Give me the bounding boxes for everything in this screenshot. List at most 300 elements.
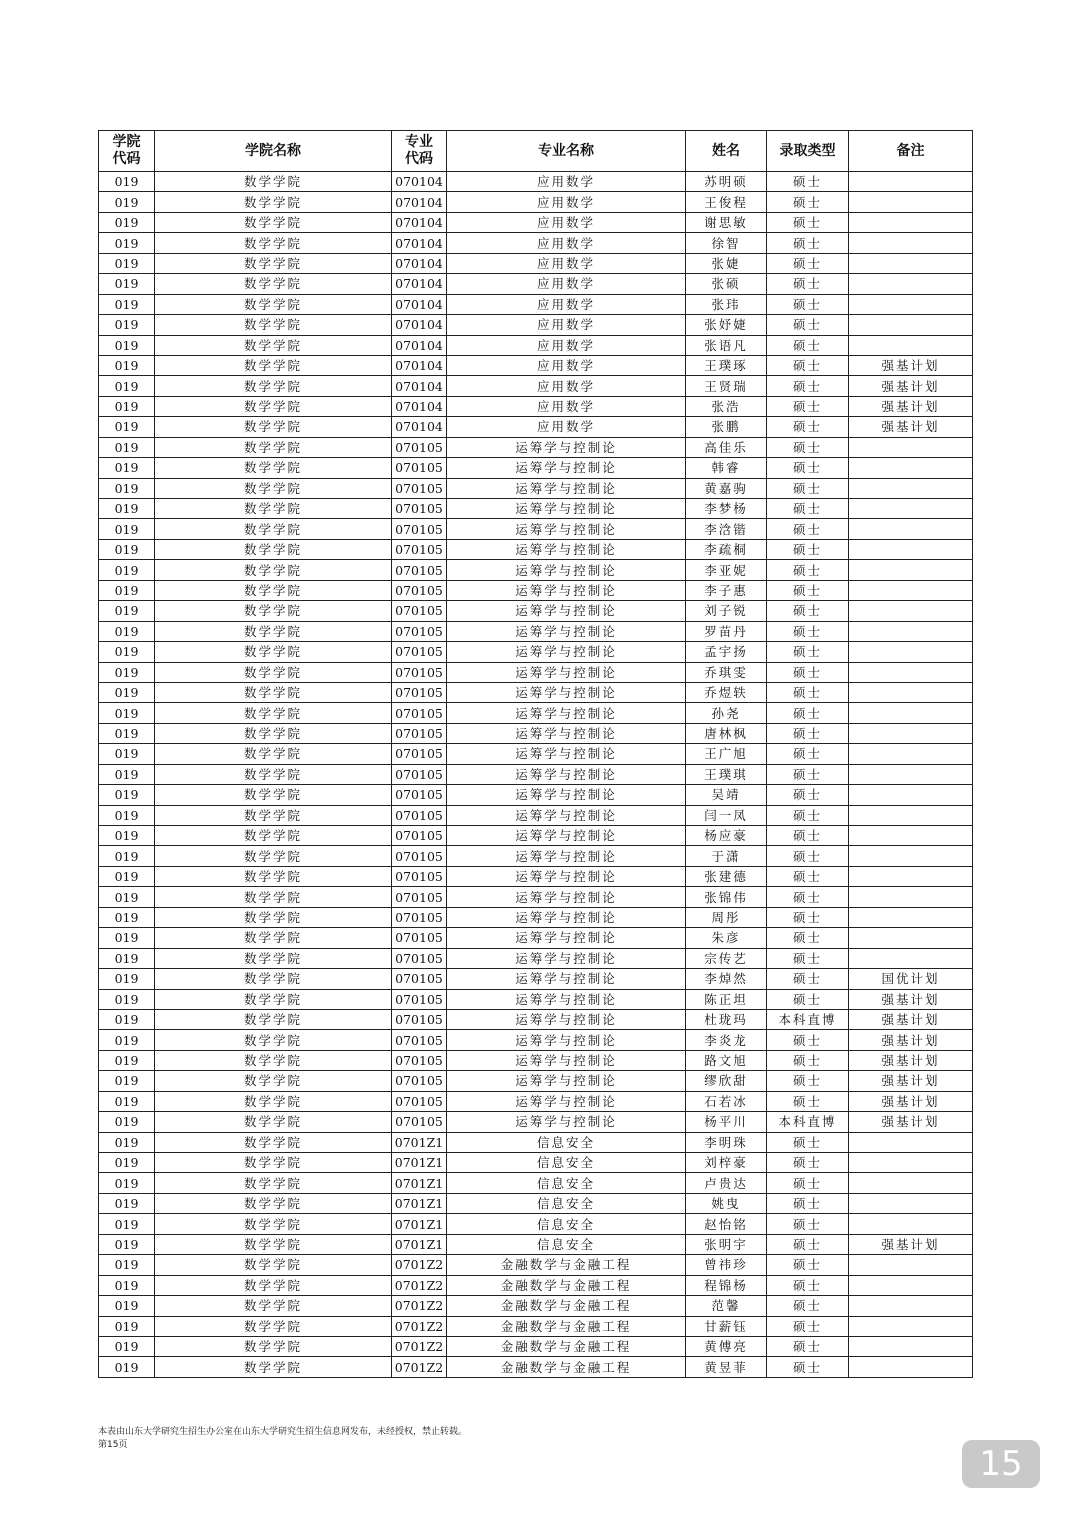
cell-student-name: 杨应豪 — [686, 826, 767, 846]
cell-college-code: 019 — [99, 866, 155, 886]
cell-admission-type: 硕士 — [767, 703, 849, 723]
cell-student-name: 陈正坦 — [686, 989, 767, 1009]
cell-remark — [849, 642, 973, 662]
cell-admission-type: 硕士 — [767, 212, 849, 232]
cell-student-name: 缪欣甜 — [686, 1071, 767, 1091]
cell-student-name: 杜珑玛 — [686, 1009, 767, 1029]
cell-admission-type: 硕士 — [767, 396, 849, 416]
cell-remark — [849, 458, 973, 478]
cell-major-code: 070104 — [392, 396, 447, 416]
table-row — [99, 172, 973, 192]
cell-college-name: 数学学院 — [155, 355, 392, 375]
table-row — [99, 764, 973, 784]
cell-major-name: 运筹学与控制论 — [447, 866, 686, 886]
cell-major-name: 金融数学与金融工程 — [447, 1275, 686, 1295]
cell-admission-type: 硕士 — [767, 764, 849, 784]
cell-major-name: 信息安全 — [447, 1173, 686, 1193]
cell-admission-type: 硕士 — [767, 1050, 849, 1070]
cell-student-name: 张建德 — [686, 866, 767, 886]
cell-college-code: 019 — [99, 437, 155, 457]
cell-remark — [849, 948, 973, 968]
table-row — [99, 1214, 973, 1234]
cell-remark — [849, 1275, 973, 1295]
table-row — [99, 969, 973, 989]
cell-student-name: 宗传艺 — [686, 948, 767, 968]
table-row — [99, 458, 973, 478]
table-row — [99, 499, 973, 519]
table-row — [99, 1234, 973, 1254]
cell-admission-type: 硕士 — [767, 1316, 849, 1336]
cell-major-name: 运筹学与控制论 — [447, 1030, 686, 1050]
table-row — [99, 315, 973, 335]
cell-major-code: 070104 — [392, 315, 447, 335]
cell-student-name: 闫一凤 — [686, 805, 767, 825]
cell-remark — [849, 764, 973, 784]
cell-college-name: 数学学院 — [155, 519, 392, 539]
cell-college-code: 019 — [99, 785, 155, 805]
cell-remark — [849, 499, 973, 519]
cell-college-code: 019 — [99, 253, 155, 273]
cell-major-code: 070105 — [392, 1112, 447, 1132]
table-row — [99, 723, 973, 743]
cell-major-name: 应用数学 — [447, 274, 686, 294]
cell-major-code: 070104 — [392, 335, 447, 355]
cell-major-code: 070105 — [392, 928, 447, 948]
footer-notice: 本表由山东大学研究生招生办公室在山东大学研究生招生信息网发布，未经授权，禁止转载。 — [98, 1427, 468, 1437]
cell-college-name: 数学学院 — [155, 744, 392, 764]
cell-college-name: 数学学院 — [155, 560, 392, 580]
cell-college-name: 数学学院 — [155, 315, 392, 335]
table-row — [99, 1050, 973, 1070]
cell-college-name: 数学学院 — [155, 907, 392, 927]
cell-college-code: 019 — [99, 172, 155, 192]
cell-college-code: 019 — [99, 1091, 155, 1111]
table-row — [99, 1336, 973, 1356]
cell-major-name: 运筹学与控制论 — [447, 601, 686, 621]
cell-college-name: 数学学院 — [155, 1357, 392, 1377]
cell-student-name: 卢贵达 — [686, 1173, 767, 1193]
table-row — [99, 274, 973, 294]
cell-college-code: 019 — [99, 1296, 155, 1316]
cell-major-code: 070105 — [392, 499, 447, 519]
cell-college-code: 019 — [99, 376, 155, 396]
cell-admission-type: 硕士 — [767, 1214, 849, 1234]
cell-admission-type: 硕士 — [767, 539, 849, 559]
header-college-name: 学院名称 — [155, 131, 392, 172]
cell-admission-type: 硕士 — [767, 642, 849, 662]
cell-college-code: 019 — [99, 192, 155, 212]
cell-admission-type: 硕士 — [767, 846, 849, 866]
cell-student-name: 张婕 — [686, 253, 767, 273]
page-number-badge: 15 — [962, 1440, 1040, 1488]
cell-major-code: 0701Z2 — [392, 1255, 447, 1275]
cell-major-code: 070105 — [392, 703, 447, 723]
cell-remark — [849, 335, 973, 355]
cell-admission-type: 硕士 — [767, 1296, 849, 1316]
cell-college-code: 019 — [99, 621, 155, 641]
table-row — [99, 866, 973, 886]
cell-remark — [849, 294, 973, 314]
cell-admission-type: 硕士 — [767, 785, 849, 805]
cell-college-code: 019 — [99, 1193, 155, 1213]
cell-admission-type: 硕士 — [767, 458, 849, 478]
cell-student-name: 孙尧 — [686, 703, 767, 723]
cell-student-name: 路文旭 — [686, 1050, 767, 1070]
cell-major-code: 070105 — [392, 519, 447, 539]
cell-remark — [849, 1357, 973, 1377]
cell-major-code: 070105 — [392, 866, 447, 886]
cell-major-name: 运筹学与控制论 — [447, 948, 686, 968]
cell-admission-type: 硕士 — [767, 621, 849, 641]
cell-remark — [849, 274, 973, 294]
cell-admission-type: 硕士 — [767, 294, 849, 314]
cell-remark — [849, 580, 973, 600]
table-row — [99, 846, 973, 866]
table-row — [99, 560, 973, 580]
cell-remark: 强基计划 — [849, 1009, 973, 1029]
table-row — [99, 1132, 973, 1152]
cell-major-name: 运筹学与控制论 — [447, 1009, 686, 1029]
cell-college-name: 数学学院 — [155, 703, 392, 723]
cell-college-name: 数学学院 — [155, 969, 392, 989]
cell-student-name: 甘薪钰 — [686, 1316, 767, 1336]
cell-remark — [849, 315, 973, 335]
cell-admission-type: 硕士 — [767, 826, 849, 846]
table-row — [99, 212, 973, 232]
cell-student-name: 张浩 — [686, 396, 767, 416]
cell-college-name: 数学学院 — [155, 417, 392, 437]
cell-major-name: 运筹学与控制论 — [447, 723, 686, 743]
cell-remark — [849, 621, 973, 641]
cell-student-name: 李疏桐 — [686, 539, 767, 559]
table-row — [99, 1296, 973, 1316]
cell-remark: 强基计划 — [849, 1091, 973, 1111]
cell-major-name: 信息安全 — [447, 1132, 686, 1152]
table-row — [99, 417, 973, 437]
cell-remark — [849, 212, 973, 232]
table-row — [99, 928, 973, 948]
cell-major-code: 0701Z1 — [392, 1132, 447, 1152]
cell-major-name: 运筹学与控制论 — [447, 785, 686, 805]
cell-college-name: 数学学院 — [155, 1255, 392, 1275]
cell-admission-type: 硕士 — [767, 478, 849, 498]
cell-major-name: 运筹学与控制论 — [447, 805, 686, 825]
cell-major-name: 运筹学与控制论 — [447, 539, 686, 559]
cell-college-name: 数学学院 — [155, 928, 392, 948]
cell-admission-type: 硕士 — [767, 1234, 849, 1254]
cell-major-name: 运筹学与控制论 — [447, 989, 686, 1009]
cell-student-name: 张玮 — [686, 294, 767, 314]
cell-major-code: 070105 — [392, 764, 447, 784]
cell-major-name: 金融数学与金融工程 — [447, 1357, 686, 1377]
cell-major-code: 070104 — [392, 172, 447, 192]
table-row — [99, 1009, 973, 1029]
cell-major-name: 金融数学与金融工程 — [447, 1336, 686, 1356]
cell-admission-type: 硕士 — [767, 1153, 849, 1173]
cell-remark — [849, 560, 973, 580]
cell-major-code: 070105 — [392, 621, 447, 641]
cell-major-name: 运筹学与控制论 — [447, 1091, 686, 1111]
cell-college-name: 数学学院 — [155, 1214, 392, 1234]
cell-major-code: 070105 — [392, 887, 447, 907]
cell-college-code: 019 — [99, 355, 155, 375]
cell-major-code: 070105 — [392, 1091, 447, 1111]
cell-college-name: 数学学院 — [155, 1050, 392, 1070]
cell-college-name: 数学学院 — [155, 785, 392, 805]
cell-college-name: 数学学院 — [155, 887, 392, 907]
cell-college-name: 数学学院 — [155, 601, 392, 621]
cell-major-code: 070105 — [392, 601, 447, 621]
cell-college-name: 数学学院 — [155, 233, 392, 253]
table-row — [99, 1173, 973, 1193]
cell-college-name: 数学学院 — [155, 1030, 392, 1050]
cell-college-code: 019 — [99, 1132, 155, 1152]
cell-college-name: 数学学院 — [155, 826, 392, 846]
cell-student-name: 王广旭 — [686, 744, 767, 764]
cell-college-code: 019 — [99, 1050, 155, 1070]
cell-college-code: 019 — [99, 1316, 155, 1336]
cell-admission-type: 硕士 — [767, 1132, 849, 1152]
cell-major-code: 070104 — [392, 376, 447, 396]
footer-page-text: 第15页 — [98, 1440, 128, 1450]
table-row — [99, 253, 973, 273]
cell-admission-type: 硕士 — [767, 969, 849, 989]
cell-college-code: 019 — [99, 315, 155, 335]
cell-major-name: 信息安全 — [447, 1234, 686, 1254]
cell-college-code: 019 — [99, 682, 155, 702]
cell-major-name: 应用数学 — [447, 172, 686, 192]
cell-major-name: 应用数学 — [447, 294, 686, 314]
cell-remark — [849, 172, 973, 192]
cell-admission-type: 硕士 — [767, 233, 849, 253]
cell-admission-type: 硕士 — [767, 274, 849, 294]
cell-major-name: 应用数学 — [447, 355, 686, 375]
cell-college-name: 数学学院 — [155, 1091, 392, 1111]
cell-remark: 强基计划 — [849, 376, 973, 396]
cell-major-code: 070105 — [392, 539, 447, 559]
cell-major-name: 运筹学与控制论 — [447, 458, 686, 478]
cell-college-name: 数学学院 — [155, 172, 392, 192]
cell-student-name: 杨平川 — [686, 1112, 767, 1132]
table-row — [99, 703, 973, 723]
cell-major-code: 070105 — [392, 437, 447, 457]
cell-student-name: 周彤 — [686, 907, 767, 927]
cell-remark — [849, 846, 973, 866]
cell-admission-type: 硕士 — [767, 580, 849, 600]
table-row — [99, 826, 973, 846]
cell-college-code: 019 — [99, 662, 155, 682]
cell-major-code: 0701Z1 — [392, 1153, 447, 1173]
cell-major-code: 0701Z2 — [392, 1336, 447, 1356]
cell-college-name: 数学学院 — [155, 335, 392, 355]
cell-remark — [849, 478, 973, 498]
cell-admission-type: 硕士 — [767, 601, 849, 621]
cell-college-name: 数学学院 — [155, 192, 392, 212]
cell-remark — [849, 519, 973, 539]
table-row — [99, 1255, 973, 1275]
table-row — [99, 1030, 973, 1050]
cell-student-name: 乔煜轶 — [686, 682, 767, 702]
cell-student-name: 李明珠 — [686, 1132, 767, 1152]
cell-major-code: 0701Z1 — [392, 1193, 447, 1213]
cell-college-code: 019 — [99, 478, 155, 498]
cell-college-name: 数学学院 — [155, 437, 392, 457]
table-row — [99, 233, 973, 253]
cell-admission-type: 硕士 — [767, 662, 849, 682]
table-row — [99, 539, 973, 559]
cell-student-name: 朱彦 — [686, 928, 767, 948]
cell-student-name: 刘子锐 — [686, 601, 767, 621]
cell-college-code: 019 — [99, 805, 155, 825]
cell-student-name: 徐智 — [686, 233, 767, 253]
cell-college-name: 数学学院 — [155, 1275, 392, 1295]
cell-college-code: 019 — [99, 826, 155, 846]
cell-major-code: 0701Z2 — [392, 1296, 447, 1316]
cell-major-code: 070105 — [392, 907, 447, 927]
cell-student-name: 吴靖 — [686, 785, 767, 805]
table-row — [99, 335, 973, 355]
cell-major-name: 运筹学与控制论 — [447, 642, 686, 662]
cell-major-code: 070105 — [392, 1071, 447, 1091]
cell-student-name: 苏明硕 — [686, 172, 767, 192]
table-row — [99, 642, 973, 662]
cell-admission-type: 硕士 — [767, 723, 849, 743]
cell-college-code: 019 — [99, 233, 155, 253]
cell-admission-type: 硕士 — [767, 1030, 849, 1050]
cell-college-name: 数学学院 — [155, 989, 392, 1009]
table-row — [99, 601, 973, 621]
table-row — [99, 1071, 973, 1091]
cell-student-name: 孟宇扬 — [686, 642, 767, 662]
cell-college-name: 数学学院 — [155, 1193, 392, 1213]
cell-remark — [849, 907, 973, 927]
cell-major-code: 070105 — [392, 560, 447, 580]
cell-student-name: 张明宇 — [686, 1234, 767, 1254]
cell-major-name: 信息安全 — [447, 1214, 686, 1234]
cell-college-code: 019 — [99, 1234, 155, 1254]
cell-student-name: 赵怡铭 — [686, 1214, 767, 1234]
cell-college-name: 数学学院 — [155, 396, 392, 416]
cell-major-name: 运筹学与控制论 — [447, 1112, 686, 1132]
cell-admission-type: 硕士 — [767, 376, 849, 396]
cell-student-name: 唐林枫 — [686, 723, 767, 743]
cell-college-code: 019 — [99, 887, 155, 907]
cell-remark: 强基计划 — [849, 1112, 973, 1132]
cell-college-code: 019 — [99, 396, 155, 416]
cell-student-name: 李亚妮 — [686, 560, 767, 580]
cell-college-name: 数学学院 — [155, 580, 392, 600]
table-row — [99, 437, 973, 457]
cell-remark: 强基计划 — [849, 1234, 973, 1254]
cell-major-code: 070105 — [392, 1030, 447, 1050]
cell-remark — [849, 1336, 973, 1356]
cell-remark — [849, 662, 973, 682]
table-row — [99, 1316, 973, 1336]
cell-major-name: 运筹学与控制论 — [447, 621, 686, 641]
table-row — [99, 376, 973, 396]
cell-remark — [849, 723, 973, 743]
cell-college-code: 019 — [99, 989, 155, 1009]
cell-remark — [849, 703, 973, 723]
cell-remark — [849, 1132, 973, 1152]
cell-student-name: 王璞琢 — [686, 355, 767, 375]
cell-major-name: 金融数学与金融工程 — [447, 1255, 686, 1275]
cell-college-code: 019 — [99, 907, 155, 927]
cell-college-name: 数学学院 — [155, 1153, 392, 1173]
table-row — [99, 192, 973, 212]
cell-student-name: 黄傅亮 — [686, 1336, 767, 1356]
cell-admission-type: 硕士 — [767, 866, 849, 886]
header-major-code: 专业 代码 — [392, 131, 447, 172]
cell-major-code: 070105 — [392, 662, 447, 682]
cell-college-code: 019 — [99, 969, 155, 989]
cell-college-name: 数学学院 — [155, 1173, 392, 1193]
cell-college-code: 019 — [99, 499, 155, 519]
cell-student-name: 范馨 — [686, 1296, 767, 1316]
table-row — [99, 478, 973, 498]
cell-major-code: 070104 — [392, 212, 447, 232]
header-remark: 备注 — [849, 131, 973, 172]
cell-major-name: 运筹学与控制论 — [447, 478, 686, 498]
cell-college-code: 019 — [99, 642, 155, 662]
cell-major-code: 070105 — [392, 948, 447, 968]
cell-remark — [849, 682, 973, 702]
cell-major-name: 应用数学 — [447, 212, 686, 232]
cell-major-code: 070104 — [392, 253, 447, 273]
cell-college-name: 数学学院 — [155, 274, 392, 294]
cell-major-code: 070104 — [392, 274, 447, 294]
cell-major-name: 运筹学与控制论 — [447, 519, 686, 539]
cell-college-code: 019 — [99, 1071, 155, 1091]
cell-major-name: 金融数学与金融工程 — [447, 1296, 686, 1316]
cell-major-code: 070105 — [392, 642, 447, 662]
cell-college-name: 数学学院 — [155, 846, 392, 866]
cell-major-name: 运筹学与控制论 — [447, 682, 686, 702]
cell-major-code: 070104 — [392, 294, 447, 314]
cell-student-name: 刘梓豪 — [686, 1153, 767, 1173]
cell-student-name: 张锦伟 — [686, 887, 767, 907]
cell-student-name: 李浛锴 — [686, 519, 767, 539]
cell-student-name: 谢思敏 — [686, 212, 767, 232]
cell-college-name: 数学学院 — [155, 1112, 392, 1132]
table-row — [99, 907, 973, 927]
cell-major-name: 运筹学与控制论 — [447, 560, 686, 580]
cell-remark — [849, 887, 973, 907]
cell-major-code: 070105 — [392, 826, 447, 846]
table-row — [99, 396, 973, 416]
cell-remark — [849, 601, 973, 621]
cell-college-name: 数学学院 — [155, 253, 392, 273]
cell-admission-type: 硕士 — [767, 805, 849, 825]
cell-remark — [849, 866, 973, 886]
cell-admission-type: 硕士 — [767, 948, 849, 968]
cell-admission-type: 硕士 — [767, 560, 849, 580]
cell-college-code: 019 — [99, 519, 155, 539]
cell-student-name: 韩睿 — [686, 458, 767, 478]
cell-college-name: 数学学院 — [155, 478, 392, 498]
cell-major-code: 070105 — [392, 846, 447, 866]
cell-remark — [849, 1214, 973, 1234]
cell-major-name: 运筹学与控制论 — [447, 744, 686, 764]
cell-major-code: 0701Z2 — [392, 1316, 447, 1336]
cell-student-name: 高佳乐 — [686, 437, 767, 457]
cell-remark: 强基计划 — [849, 1030, 973, 1050]
cell-major-code: 0701Z2 — [392, 1275, 447, 1295]
cell-remark — [849, 928, 973, 948]
cell-admission-type: 硕士 — [767, 253, 849, 273]
table-row — [99, 294, 973, 314]
cell-student-name: 姚曳 — [686, 1193, 767, 1213]
